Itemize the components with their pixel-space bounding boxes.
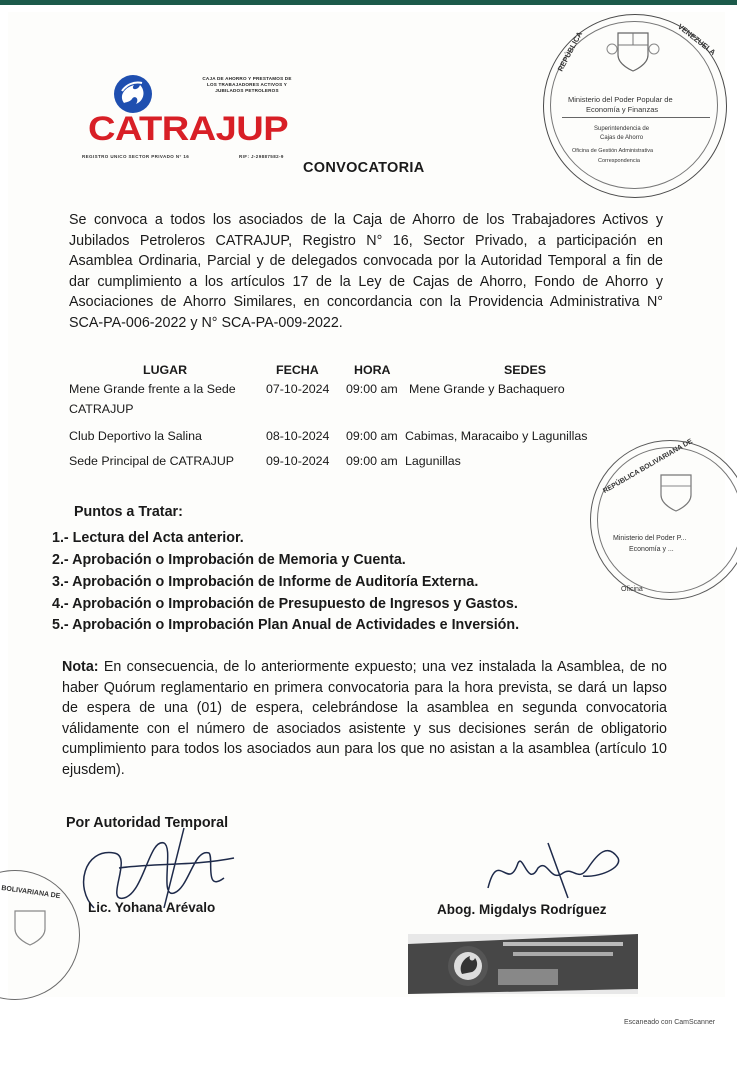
table-cell-fecha: 09-10-2024: [266, 454, 330, 468]
agenda-item: 2.- Aprobación o Improbación de Memoria y Cuenta.: [52, 552, 406, 568]
logo-tagline-line: JUBILADOS PETROLEROS: [215, 88, 279, 93]
official-stamp-top: [543, 14, 727, 198]
stamp-line: Economía y Finanzas: [586, 105, 659, 114]
official-stamp-right: [590, 437, 737, 600]
agenda-item: 1.- Lectura del Acta anterior.: [52, 530, 244, 546]
signer-name-1: Lic. Yohana Arévalo: [88, 900, 216, 915]
table-header-hora: HORA: [354, 363, 391, 377]
agenda-item: 5.- Aprobación o Improbación Plan Anual de Actividades e Inversión.: [52, 617, 520, 633]
table-cell-fecha: 08-10-2024: [266, 429, 330, 443]
stamp-divider: [562, 117, 710, 118]
logo-brand: CATRAJUP: [88, 110, 289, 148]
table-cell-lugar: CATRAJUP: [69, 402, 134, 416]
table-header-fecha: FECHA: [276, 363, 319, 377]
scanner-watermark: Escaneado con CamScanner: [624, 1019, 716, 1026]
table-cell-fecha: 07-10-2024: [266, 382, 330, 396]
catrajup-seal: [408, 934, 638, 994]
table-cell-sedes: Mene Grande y Bachaquero: [409, 382, 565, 396]
flame-logo-icon: [104, 73, 162, 115]
stamp-line: Ministerio del Poder P...: [613, 535, 687, 542]
stamp-line: Oficina: [621, 586, 643, 593]
logo-tagline: [182, 76, 312, 94]
table-cell-hora: 09:00 am: [346, 382, 398, 396]
agenda-title: Puntos a Tratar:: [74, 504, 183, 520]
catrajup-logo: [82, 70, 322, 165]
table-header-sedes: SEDES: [504, 363, 547, 377]
table-cell-lugar: Club Deportivo la Salina: [69, 429, 202, 443]
table-cell-sedes: Cabimas, Maracaibo y Lagunillas: [405, 429, 588, 443]
agenda-item: 4.- Aprobación o Improbación de Presupuesto de Ingresos y Gastos.: [52, 596, 518, 612]
stamp-arc: REPÚBLICA BOLIVARIANA DE: [602, 437, 694, 496]
table-cell-hora: 09:00 am: [346, 429, 398, 443]
agenda-item: 3.- Aprobación o Improbación de Informe de Auditoría Externa.: [52, 574, 479, 590]
intro-paragraph: Se convoca a todos los asociados de la Caja de Ahorro de los Trabajadores Activos y Jubilados Petroleros CATRAJUP, Registro N° 16, Sector Privado, a participación en Asamblea Ordinaria, Parcial y de delegados convocada por la Autoridad Temporal a fin de dar cumplimiento a los artículos 17 de la Ley de Cajas de Ahorro, Fondo de Ahorro y Asociaciones de Ahorro Similares, en concordancia con la Providencia Administrativa N° SCA-PA-006-2022 y N° SCA-PA-009-2022.: [69, 212, 663, 331]
document-title: CONVOCATORIA: [303, 160, 425, 176]
stamp-line: Correspondencia: [598, 158, 640, 164]
note-paragraph: [62, 657, 667, 780]
stamp-line: Economía y ...: [629, 546, 674, 553]
logo-tagline-line: LOS TRABAJADORES ACTIVOS Y: [207, 82, 287, 87]
table-header-lugar: LUGAR: [143, 363, 188, 377]
stamp-line: Oficina de Gestión Administrativa: [572, 148, 654, 154]
signer-name-2: Abog. Migdalys Rodríguez: [437, 902, 607, 917]
table-cell-hora: 09:00 am: [346, 454, 398, 468]
note-label: Nota:: [62, 659, 99, 675]
table-cell-lugar: Sede Principal de CATRAJUP: [69, 454, 235, 468]
stamp-arc-left: REPÚBLICA: [555, 30, 585, 73]
coat-of-arms-icon: [606, 25, 660, 75]
signature-heading: Por Autoridad Temporal: [66, 815, 229, 831]
stamp-line: Cajas de Ahorro: [600, 135, 644, 141]
top-bar: [0, 0, 737, 5]
stamp-line: Superintendencia de: [594, 126, 650, 132]
stamp-arc-right: VENEZUELA: [676, 21, 718, 58]
logo-rif: RIF: J-29887582-9: [239, 154, 284, 159]
coat-of-arms-icon: [651, 469, 701, 515]
coat-of-arms-icon: [7, 905, 53, 951]
note-text: En consecuencia, de lo anteriormente expuesto; una vez instalada la Asamblea, de no haber Quórum reglamentario en primera convocatoria para la hora prevista, se dará un lapso de espera de una (01) de espera, celebrándose la asamblea en segunda convocatoria válidamente con el número de asociados asistente y sus decisiones serán de obligatorio cumplimiento para todos los asociados aun para los que no asistan a la asamblea (artículo 10 ejusdem).: [62, 659, 667, 778]
signature-scribble-2: [478, 838, 628, 908]
logo-registry: REGISTRO UNICO SECTOR PRIVADO N° 16: [82, 154, 190, 159]
logo-tagline-line: CAJA DE AHORRO Y PRESTAMOS DE: [202, 76, 292, 81]
table-cell-sedes: Lagunillas: [405, 454, 461, 468]
table-cell-lugar: Mene Grande frente a la Sede: [69, 382, 236, 396]
stamp-arc: BOLIVARIANA DE: [0, 884, 61, 901]
stamp-line: Ministerio del Poder Popular de: [568, 95, 673, 104]
